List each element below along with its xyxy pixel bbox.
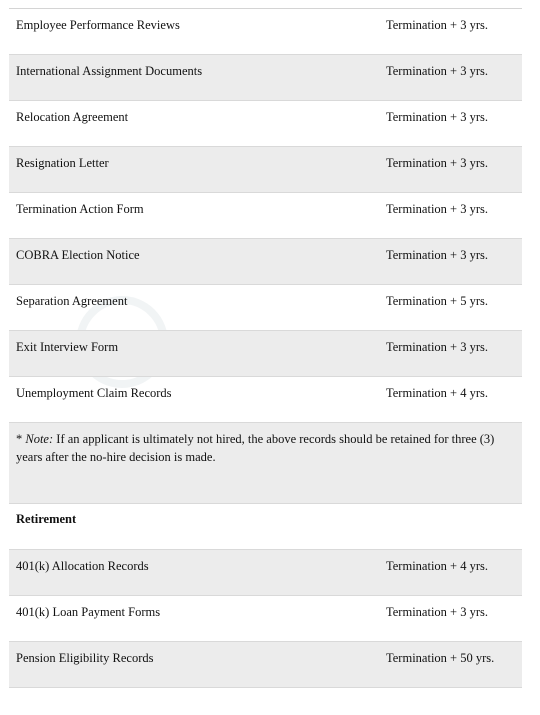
- record-name: COBRA Election Notice: [16, 248, 140, 262]
- footnote-text: If an applicant is ultimately not hired, the above records should be retained for three (3) years after the no-hire decision is made.: [16, 432, 495, 464]
- table-row: [9, 285, 522, 331]
- table-row: [9, 9, 522, 55]
- table-row: [9, 239, 522, 285]
- record-name: Relocation Agreement: [16, 110, 129, 124]
- record-name: Termination Action Form: [16, 202, 144, 216]
- table-row: [9, 596, 522, 642]
- retention-period: Termination + 5 yrs.: [386, 294, 488, 308]
- footnote-label: Note:: [25, 432, 54, 446]
- footnote-prefix: *: [16, 432, 26, 446]
- retention-period: Termination + 3 yrs.: [386, 156, 488, 170]
- retention-period: Termination + 3 yrs.: [386, 64, 488, 78]
- table-row: [9, 147, 522, 193]
- table-row: [9, 193, 522, 239]
- retention-period: Termination + 50 yrs.: [386, 651, 495, 665]
- section-title: Retirement: [16, 512, 77, 526]
- record-name: Resignation Letter: [16, 156, 109, 170]
- section-header: [9, 504, 522, 550]
- retention-table: [9, 8, 522, 688]
- record-name: Separation Agreement: [16, 294, 128, 308]
- retention-period: Termination + 3 yrs.: [386, 248, 488, 262]
- retention-period: Termination + 3 yrs.: [386, 340, 488, 354]
- record-name: Exit Interview Form: [16, 340, 119, 354]
- table-row: [9, 331, 522, 377]
- record-name: Pension Eligibility Records: [16, 651, 154, 665]
- retention-period: Termination + 3 yrs.: [386, 605, 488, 619]
- footnote: [9, 423, 522, 504]
- retention-period: Termination + 3 yrs.: [386, 110, 488, 124]
- table-row: [9, 642, 522, 688]
- record-name: Unemployment Claim Records: [16, 386, 172, 400]
- record-name: 401(k) Allocation Records: [16, 559, 149, 573]
- record-name: International Assignment Documents: [16, 64, 203, 78]
- table-row: [9, 55, 522, 101]
- table-row: [9, 550, 522, 596]
- record-name: Employee Performance Reviews: [16, 18, 180, 32]
- table-row: [9, 101, 522, 147]
- retention-period: Termination + 4 yrs.: [386, 559, 488, 573]
- retention-period: Termination + 4 yrs.: [386, 386, 488, 400]
- retention-period: Termination + 3 yrs.: [386, 202, 488, 216]
- table-row: [9, 377, 522, 423]
- record-name: 401(k) Loan Payment Forms: [16, 605, 161, 619]
- retention-period: Termination + 3 yrs.: [386, 18, 488, 32]
